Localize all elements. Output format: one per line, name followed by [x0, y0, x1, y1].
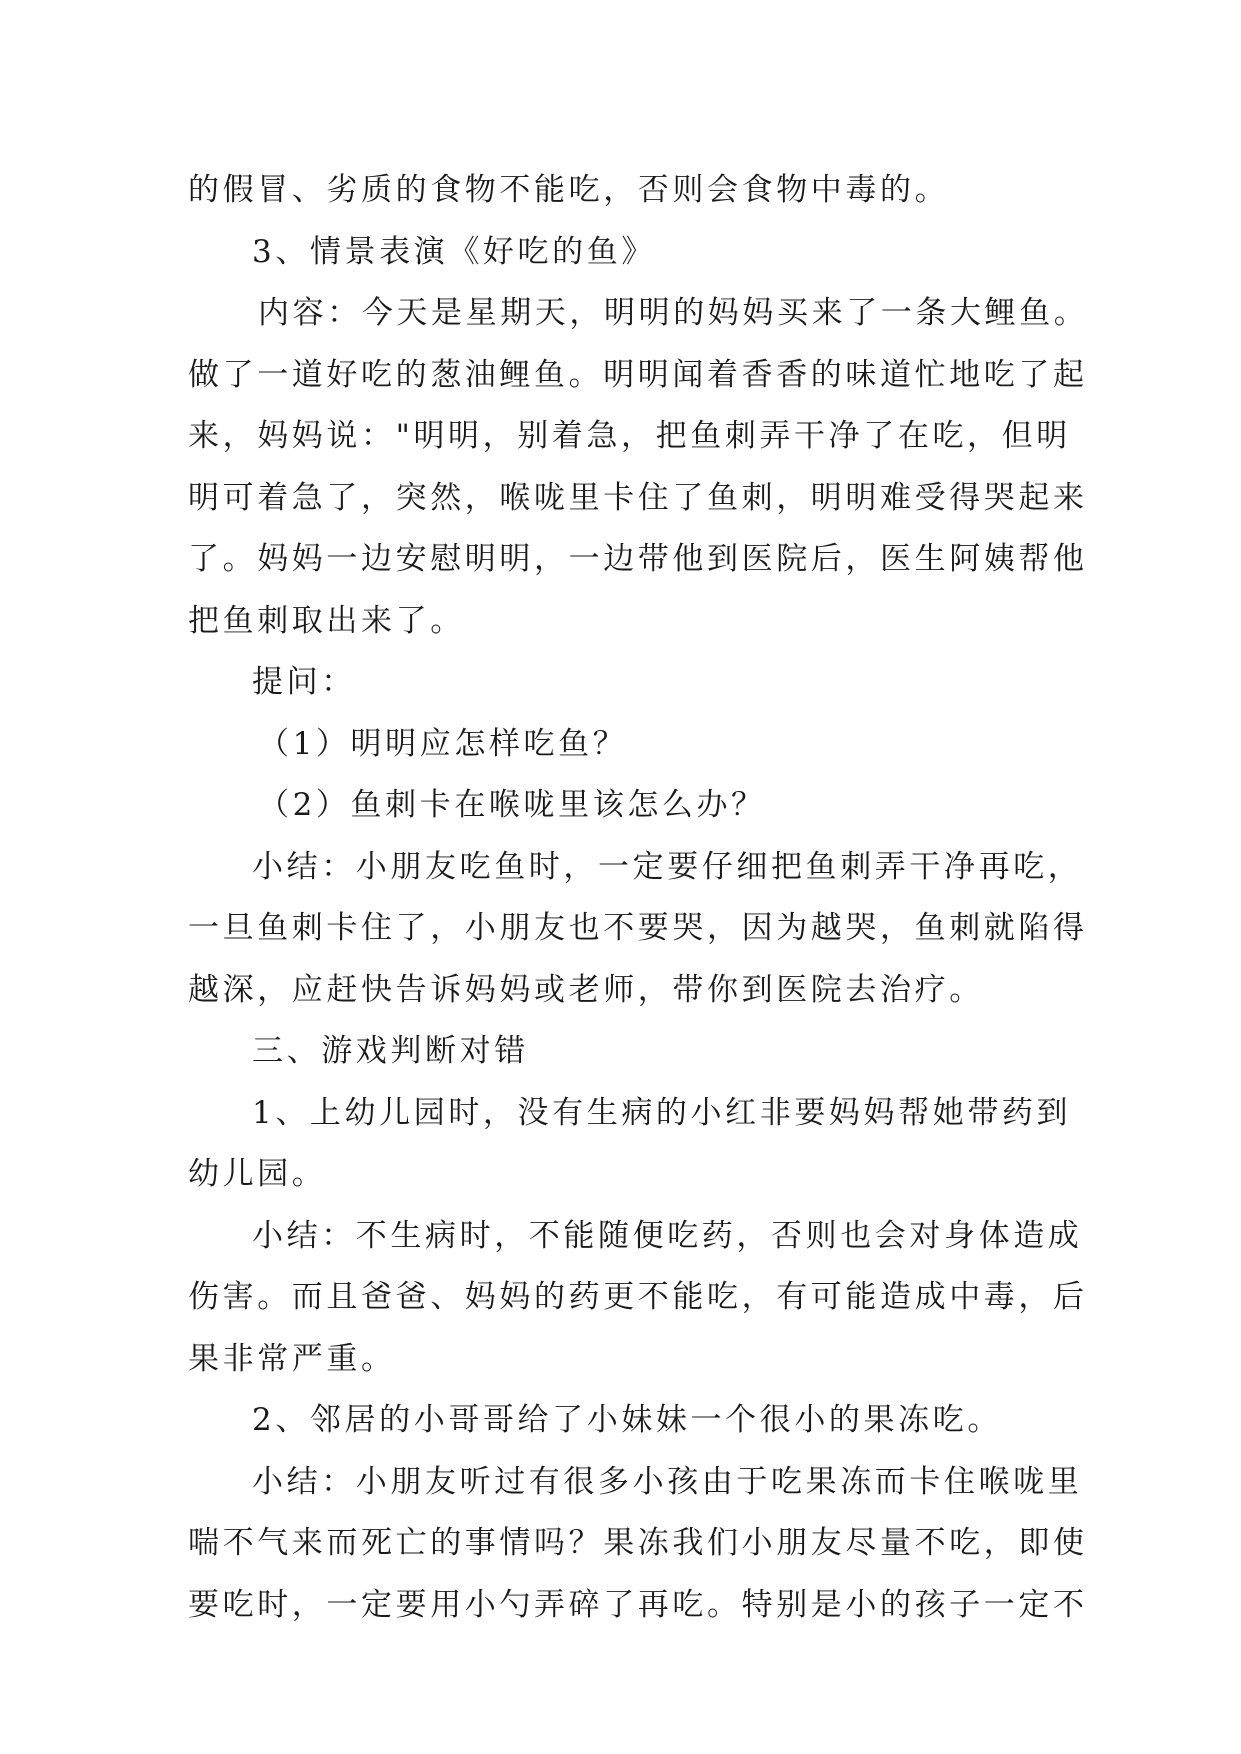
paragraph-line: 1、上幼儿园时，没有生病的小红非要妈妈帮她带药到: [252, 1094, 1072, 1131]
section-heading: 3、情景表演《好吃的鱼》: [252, 233, 656, 270]
paragraph-line: 内容：今天是星期天，明明的妈妈买来了一条大鲤鱼。: [258, 295, 1089, 331]
question-item: （1）明明应怎样吃鱼？: [258, 725, 628, 762]
paragraph-line: 来，妈妈说："明明，别着急，把鱼刺弄干净了在吃，但明: [188, 418, 1071, 454]
paragraph-line: 喘不气来而死亡的事情吗？果冻我们小朋友尽量不吃，即使: [188, 1525, 1088, 1561]
paragraph-line: 的假冒、劣质的食物不能吃，否则会食物中毒的。: [188, 172, 950, 208]
paragraph-line: 明可着急了，突然，喉咙里卡住了鱼刺，明明难受得哭起来: [188, 479, 1088, 516]
paragraph-line: 小结：小朋友听过有很多小孩由于吃果冻而卡住喉咙里: [252, 1463, 1083, 1500]
question-label: 提问：: [252, 664, 356, 700]
paragraph-line: 了。妈妈一边安慰明明，一边带他到医院后，医生阿姨帮他: [188, 541, 1088, 577]
paragraph-line: 伤害。而且爸爸、妈妈的药更不能吃，有可能造成中毒，后: [188, 1279, 1088, 1315]
paragraph-line: 幼儿园。: [188, 1156, 327, 1192]
paragraph-line: 把鱼刺取出来了。: [188, 602, 465, 639]
document-body: [188, 160, 1089, 1636]
paragraph-line: 2、邻居的小哥哥给了小妹妹一个很小的果冻吃。: [252, 1402, 1002, 1438]
paragraph-line: 做了一道好吃的葱油鲤鱼。明明闻着香香的味道忙地吃了起: [188, 356, 1088, 393]
paragraph-line: 小结：小朋友吃鱼时，一定要仔细把鱼刺弄干净再吃，: [252, 848, 1083, 885]
paragraph-line: 果非常严重。: [188, 1340, 396, 1377]
paragraph-line: 一旦鱼刺卡住了，小朋友也不要哭，因为越哭，鱼刺就陷得: [188, 910, 1088, 946]
question-item: （2）鱼刺卡在喉咙里该怎么办？: [258, 787, 766, 823]
section-heading: 三、游戏判断对错: [252, 1033, 529, 1069]
paragraph-line: 小结：不生病时，不能随便吃药，否则也会对身体造成: [252, 1217, 1083, 1254]
paragraph-line: 越深，应赶快告诉妈妈或老师，带你到医院去治疗。: [188, 971, 984, 1008]
paragraph-line: 要吃时，一定要用小勺弄碎了再吃。特别是小的孩子一定不: [188, 1586, 1088, 1623]
